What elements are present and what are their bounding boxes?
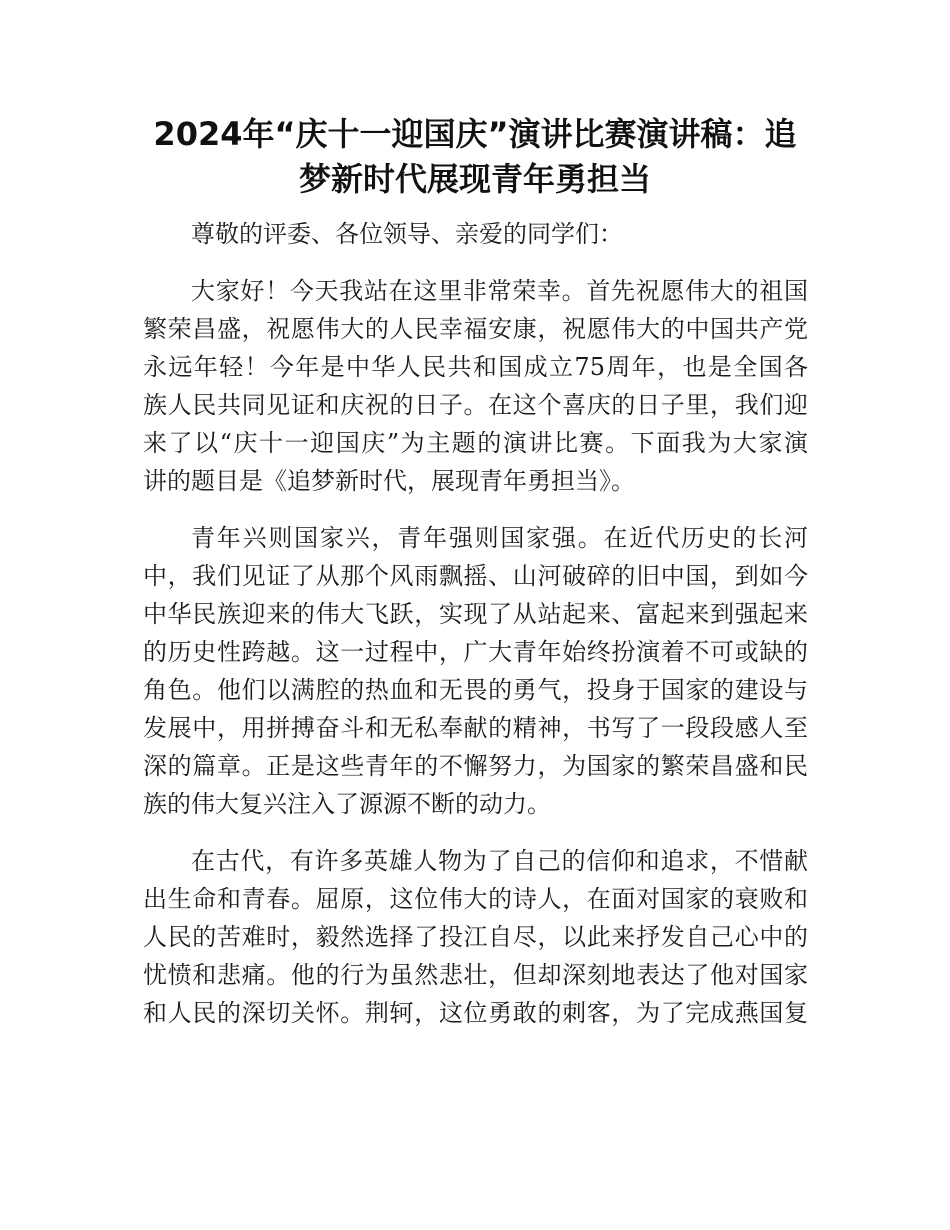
paragraph-line: 忧愤和悲痛。他的行为虽然悲壮，但却深刻地表达了他对国家: [143, 961, 808, 989]
paragraph-line: 青年兴则国家兴，青年强则国家强。在近代历史的长河: [191, 524, 808, 552]
paragraph-line: 永远年轻！今年是中华人民共和国成立75周年，也是全国各: [143, 353, 808, 381]
paragraph-line: 在古代，有许多英雄人物为了自己的信仰和追求，不惜献: [191, 847, 808, 875]
paragraph-line: 出生命和青春。屈原，这位伟大的诗人，在面对国家的衰败和: [143, 885, 808, 913]
paragraph-line: 尊敬的评委、各位领导、亲爱的同学们：: [191, 220, 623, 248]
salutation-paragraph: [143, 215, 808, 253]
paragraph-line: 发展中，用拼搏奋斗和无私奉献的精神，书写了一段段感人至: [143, 714, 808, 742]
body-paragraph: [143, 842, 808, 1032]
paragraph-line: 角色。他们以满腔的热血和无畏的勇气，投身于国家的建设与: [143, 676, 808, 704]
paragraph-line: 大家好！今天我站在这里非常荣幸。首先祝愿伟大的祖国: [191, 277, 808, 305]
paragraph-line: 的历史性跨越。这一过程中，广大青年始终扮演着不可或缺的: [143, 638, 808, 666]
paragraph-line: 繁荣昌盛，祝愿伟大的人民幸福安康，祝愿伟大的中国共产党: [143, 315, 808, 343]
paragraph-line: 中华民族迎来的伟大飞跃，实现了从站起来、富起来到强起来: [143, 600, 808, 628]
body-paragraph: [143, 519, 808, 823]
title-line: 梦新时代展现青年勇担当: [298, 160, 651, 198]
body-paragraph: [143, 272, 808, 500]
paragraph-line: 人民的苦难时，毅然选择了投江自尽，以此来抒发自己心中的: [143, 923, 808, 951]
paragraph-line: 和人民的深切关怀。荆轲，这位勇敢的刺客，为了完成燕国复: [143, 999, 808, 1027]
paragraph-line: 中，我们见证了从那个风雨飘摇、山河破碎的旧中国，到如今: [143, 562, 808, 590]
paragraph-line: 讲的题目是《追梦新时代，展现青年勇担当》。: [143, 467, 635, 495]
document-title: [100, 112, 850, 202]
paragraph-line: 深的篇章。正是这些青年的不懈努力，为国家的繁荣昌盛和民: [143, 752, 808, 780]
title-line: 2024年“庆十一迎国庆”演讲比赛演讲稿：追: [153, 115, 797, 153]
document-body: [143, 215, 808, 1032]
paragraph-line: 族的伟大复兴注入了源源不断的动力。: [143, 790, 551, 818]
paragraph-line: 族人民共同见证和庆祝的日子。在这个喜庆的日子里，我们迎: [143, 391, 808, 419]
paragraph-line: 来了以“庆十一迎国庆”为主题的演讲比赛。下面我为大家演: [143, 429, 808, 457]
